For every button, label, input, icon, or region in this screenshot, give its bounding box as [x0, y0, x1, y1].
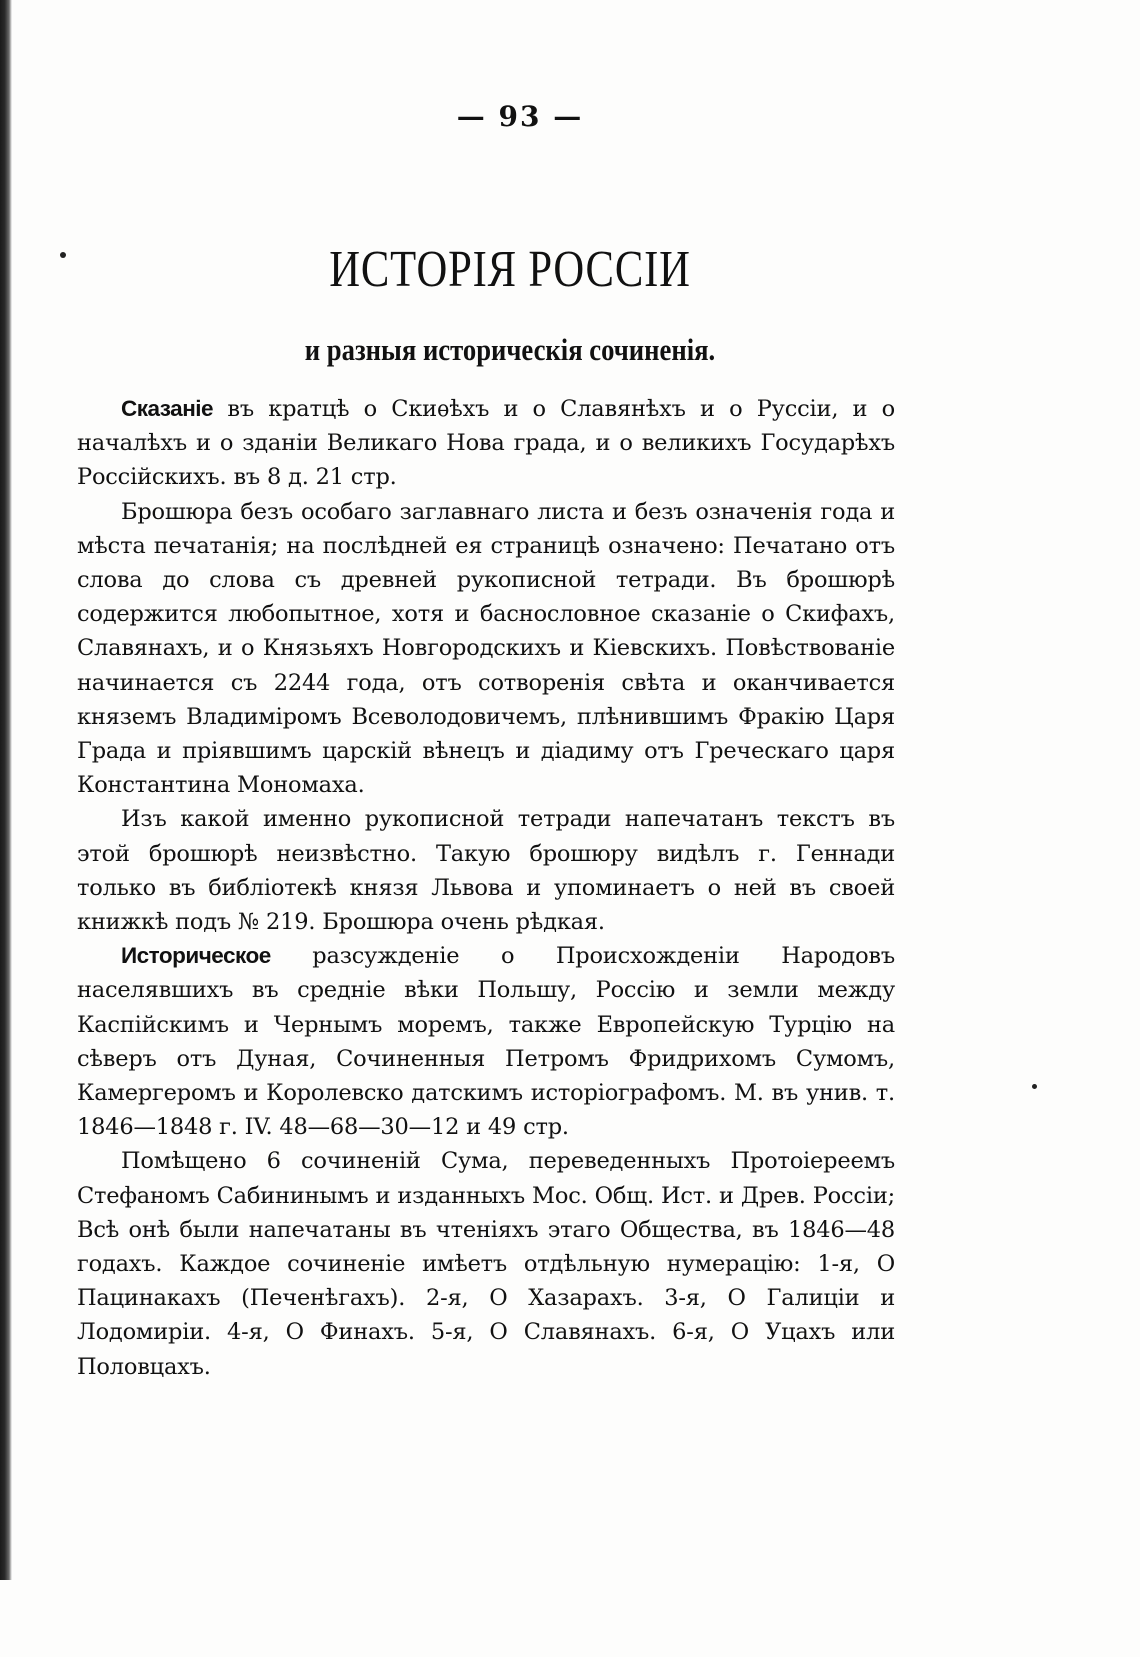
page-number: — 93 — — [456, 100, 584, 133]
paragraph-text: разсужденіе о Происхожденіи Народовъ населявшихъ въ средніе вѣки Польшу, Россію и земли между Каспійскимъ и Чернымъ моремъ, также Европейскую Турцію на сѣверъ отъ Дуная, Сочиненныя Петромъ Фридрихомъ Сумомъ, Камергеромъ и Королевско датскимъ исторіографомъ. М. въ унив. т. 1846—1848 г. IV. 48—68—30—12 и 49 стр. — [77, 943, 895, 1141]
paragraph-text: Помѣщено 6 сочиненій Сума, переведенныхъ Протоіереемъ Стефаномъ Сабининымъ и изданныхъ Мос. Общ. Ист. и Древ. Россіи; Всѣ онѣ были напечатаны въ чтеніяхъ этаго Общества, въ 1846—48 годахъ. Каждое сочиненіе имѣетъ отдѣльную нумерацію: 1-я, О Пацинакахъ (Печенѣгахъ). 2-я, О Хазарахъ. 3-я, О Галиціи и Лодомиріи. 4-я, О Финахъ. 5-я, О Славянахъ. 6-я, О Уцахъ или Половцахъ. — [77, 1148, 895, 1380]
page-spine-edge — [0, 0, 12, 1580]
page-subtitle: и разныя историческія сочиненія. — [304, 332, 716, 367]
entry-lead-word: Историческое — [121, 943, 271, 969]
paragraph-skazanie — [77, 392, 895, 495]
paragraph-istoricheskoe — [77, 939, 895, 1144]
entry-lead-word: Сказаніе — [121, 396, 214, 421]
page-title: ИСТОРІЯ РОССІИ — [329, 241, 691, 298]
paragraph-brochure-description — [77, 495, 895, 803]
ink-speck — [1032, 1084, 1037, 1089]
paragraph-text: въ кратцѣ о Скиѳѣхъ и о Славянѣхъ и о Руссіи, и о началѣхъ и о зданіи Великаго Нова града, и о великихъ Государѣхъ Россійскихъ. въ 8 д. 21 стр. — [77, 396, 895, 491]
body-text — [77, 392, 895, 1384]
paragraph-suhm-works — [77, 1144, 895, 1383]
paragraph-text: Брошюра безъ особаго заглавнаго листа и безъ означенія года и мѣста печатанія; на послѣдней ея страницѣ означено: Печатано отъ слова до слова съ древней рукописной тетради. Въ брошюрѣ содержится любопытное, хотя и баснословное сказаніе о Скифахъ, Славянахъ, и о Князьяхъ Новгородскихъ и Кіевскихъ. Повѣствованіе начинается съ 2244 года, отъ сотворенія свѣта и оканчивается княземъ Владиміромъ Всеволодовичемъ, плѣнившимъ Фракію Царя Града и пріявшимъ царскій вѣнецъ и діадиму отъ Греческаго царя Константина Мономаха. — [77, 498, 895, 799]
paragraph-brochure-source — [77, 802, 895, 939]
paragraph-text: Изъ какой именно рукописной тетради напечатанъ текстъ въ этой брошюрѣ неизвѣстно. Такую брошюру видѣлъ г. Геннади только въ библіотекѣ князя Львова и упоминаетъ о ней въ своей книжкѣ подъ № 219. Брошюра очень рѣдкая. — [77, 806, 895, 936]
ink-speck — [60, 252, 66, 258]
